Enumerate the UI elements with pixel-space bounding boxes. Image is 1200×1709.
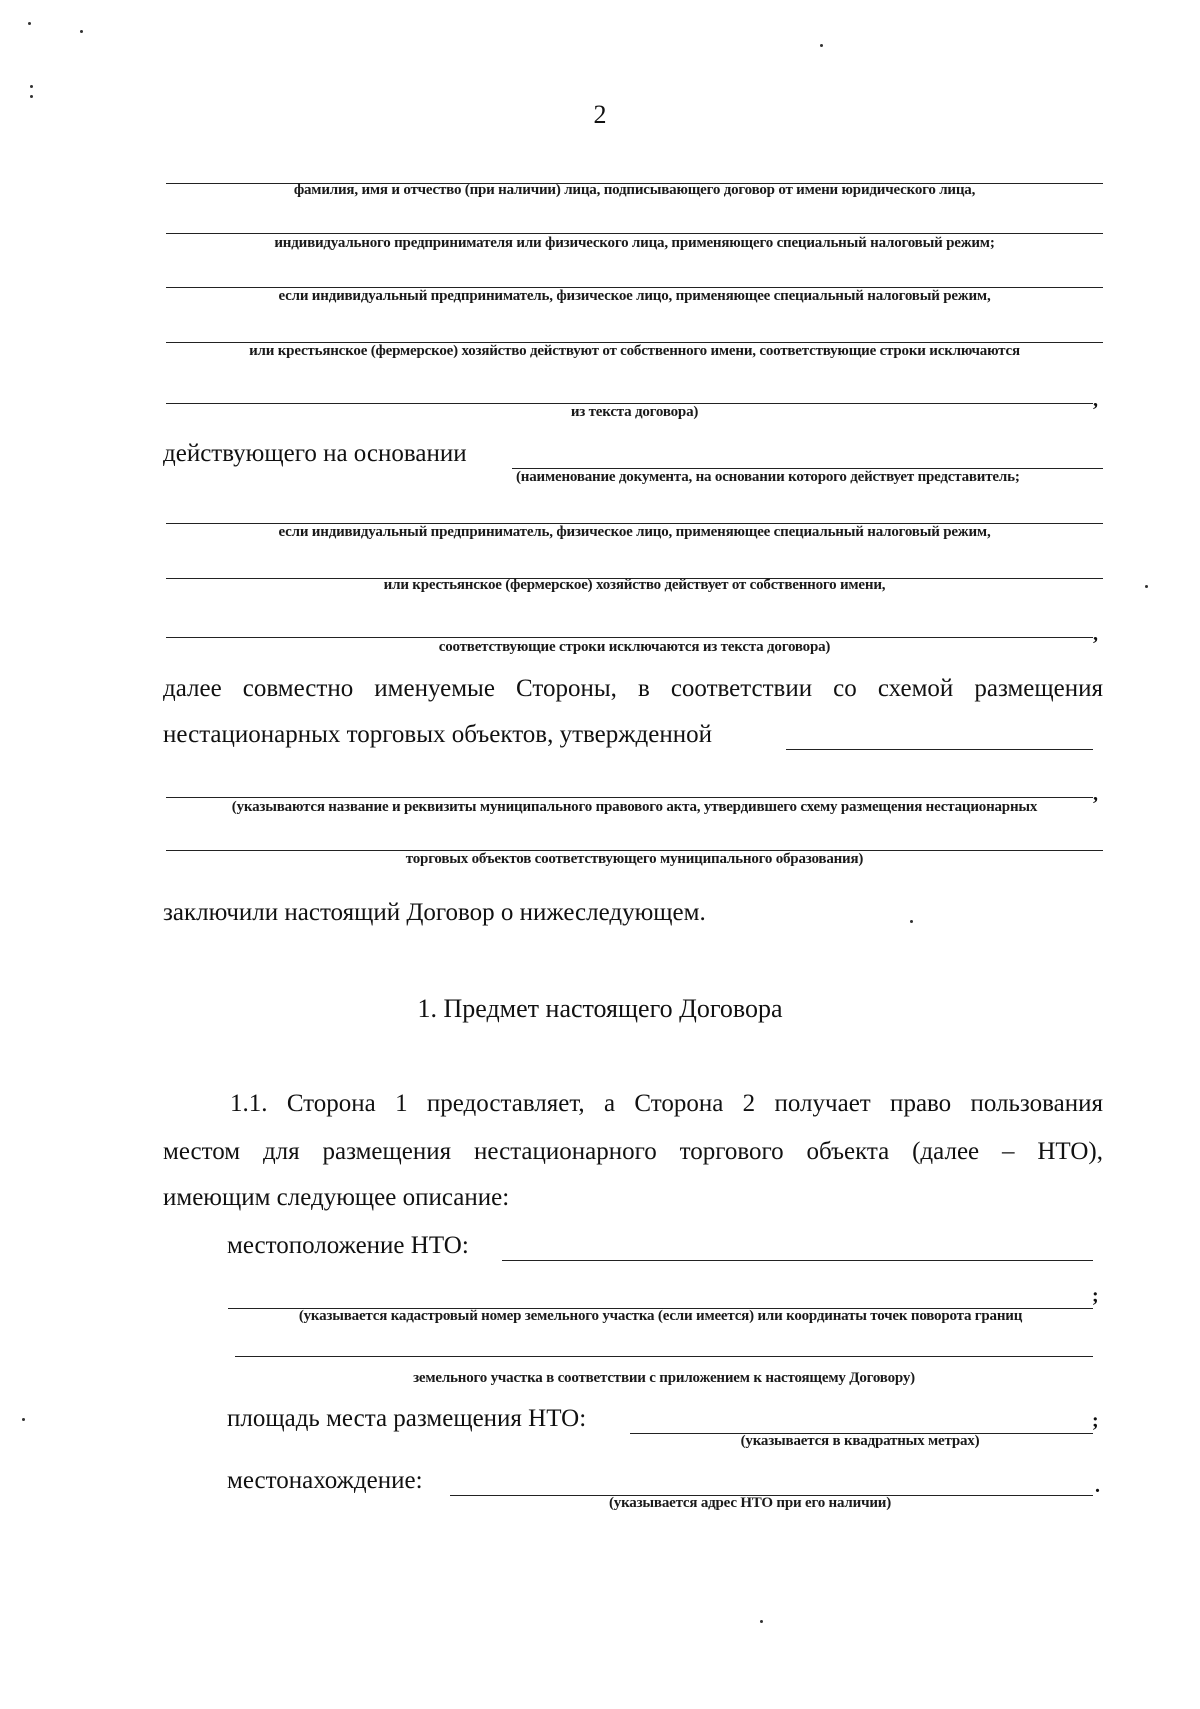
clause-1-1-line-1: 1.1. Сторона 1 предоставляет, а Сторона 2 получает право пользования — [230, 1090, 1103, 1117]
scan-speck — [30, 85, 33, 88]
clause-1-1-line-3: имеющим следующее описание: — [163, 1184, 510, 1211]
line-end-semicolon: ; — [1092, 1410, 1099, 1432]
area-label: площадь места размещения НТО: — [227, 1405, 587, 1432]
address-label: местонахождение: — [227, 1467, 423, 1494]
page-number: 2 — [593, 100, 607, 129]
scan-speck — [1145, 585, 1148, 588]
location-fill-line[interactable] — [502, 1260, 1093, 1261]
field-caption: или крестьянское (фермерское) хозяйство действует от собственного имени, — [383, 577, 886, 593]
field-caption: (указываются название и реквизиты муниципального правового акта, утвердившего схему размещения нестационарных — [231, 799, 1038, 815]
line-end-semicolon: ; — [1092, 1285, 1099, 1307]
field-caption: (указывается в квадратных метрах) — [740, 1433, 980, 1449]
field-caption: соответствующие строки исключаются из текста договора) — [438, 639, 831, 655]
location-label: местоположение НТО: — [227, 1232, 469, 1259]
field-caption: если индивидуальный предприниматель, физическое лицо, применяющее специальный налоговый режим, — [278, 288, 991, 304]
scan-speck — [22, 1418, 25, 1421]
parties-paragraph-line-1: далее совместно именуемые Стороны, в соответствии со схемой размещения — [163, 675, 1103, 702]
field-caption: если индивидуальный предприниматель, физическое лицо, применяющее специальный налоговый режим, — [278, 524, 991, 540]
fill-line[interactable] — [235, 1356, 1093, 1357]
scan-speck — [30, 95, 33, 98]
field-caption: индивидуального предпринимателя или физического лица, применяющего специальный налоговый режим; — [274, 235, 995, 251]
field-caption: или крестьянское (фермерское) хозяйство действуют от собственного имени, соответствующие строки исключаются — [249, 343, 1020, 359]
field-caption: торговых объектов соответствующего муниципального образования) — [405, 851, 864, 867]
scan-speck — [28, 22, 31, 25]
field-caption: земельного участка в соответствии с приложением к настоящему Договору) — [413, 1370, 915, 1386]
field-caption: из текста договора) — [570, 404, 699, 420]
scan-speck — [910, 920, 913, 923]
approval-fill-line[interactable] — [786, 749, 1093, 750]
line-end-comma: , — [1093, 389, 1098, 411]
field-caption: (указывается кадастровый номер земельного участка (если имеется) или координаты точек поворота границ — [298, 1308, 1023, 1324]
scan-speck — [760, 1620, 763, 1623]
line-end-period: . — [1095, 1475, 1100, 1497]
field-caption: фамилия, имя и отчество (при наличии) лица, подписывающего договор от имени юридического лица, — [293, 182, 976, 198]
scan-speck — [820, 44, 823, 47]
clause-1-1-line-2: местом для размещения нестационарного торгового объекта (далее – НТО), — [163, 1138, 1103, 1165]
line-end-comma: , — [1093, 623, 1098, 645]
concluded-sentence: заключили настоящий Договор о нижеследующем. — [163, 899, 706, 926]
fill-line[interactable] — [166, 233, 1103, 234]
line-end-comma: , — [1093, 783, 1098, 805]
fill-line[interactable] — [166, 637, 1093, 638]
field-caption: (наименование документа, на основании которого действует представитель; — [516, 469, 1020, 485]
field-caption: (указывается адрес НТО при его наличии) — [608, 1495, 892, 1511]
parties-paragraph-line-2: нестационарных торговых объектов, утвержденной — [163, 721, 712, 748]
scan-speck — [80, 30, 83, 33]
acting-basis-label: действующего на основании — [163, 440, 467, 467]
section-1-heading: 1. Предмет настоящего Договора — [417, 994, 783, 1023]
fill-line[interactable] — [166, 797, 1093, 798]
